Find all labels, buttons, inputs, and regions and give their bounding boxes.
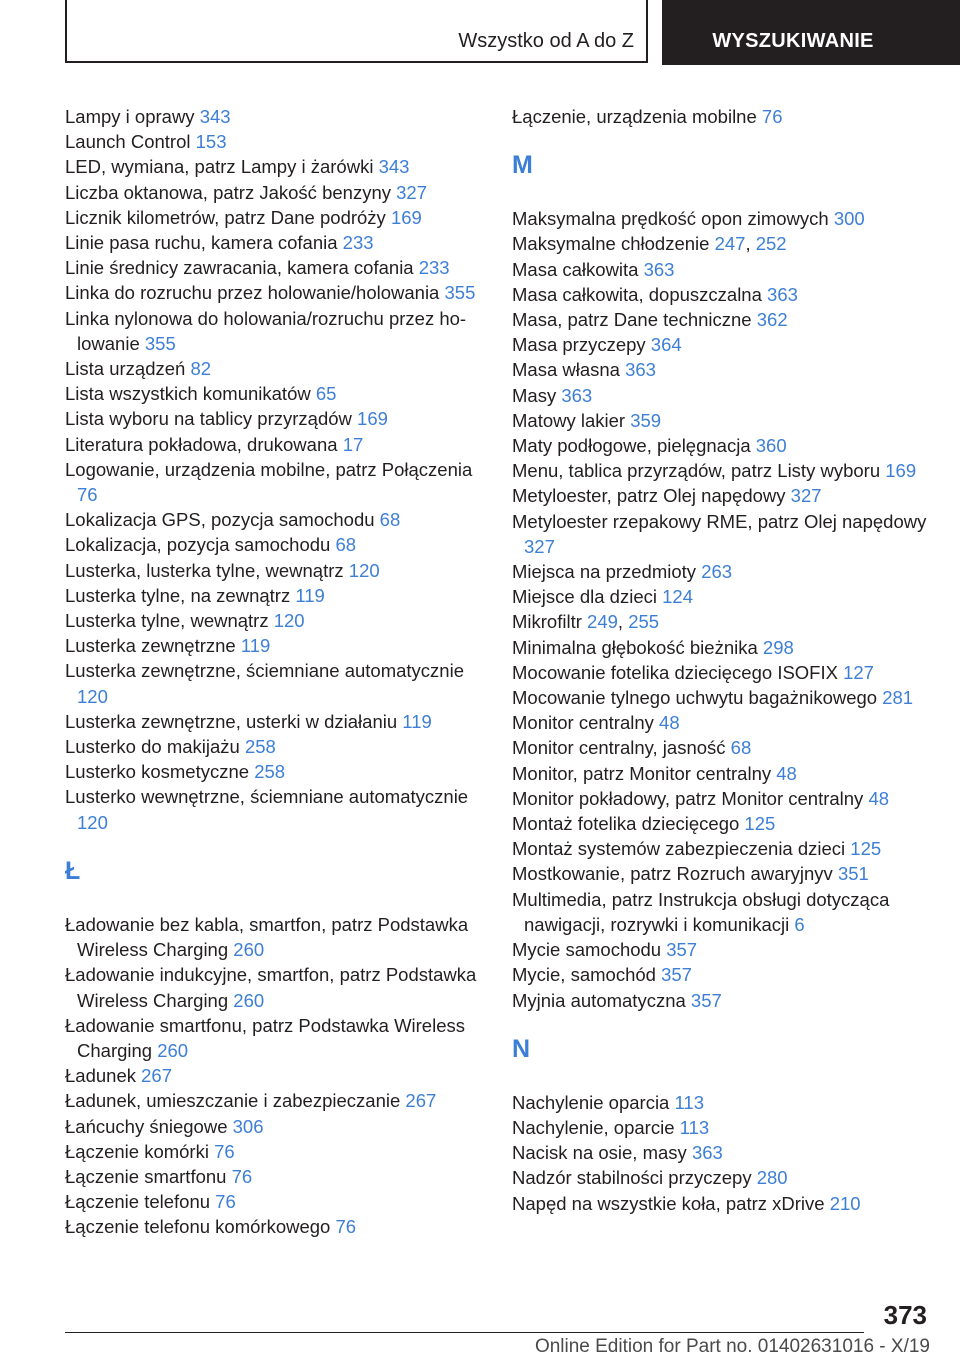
index-entry-text: Lokalizacja GPS, pozycja samochodu [65,509,375,531]
index-entry-text: Monitor centralny, jasność [512,737,726,759]
index-entry [65,432,485,457]
index-entry: Maksymalne chłodzenie 247, 252 [512,233,787,255]
search-tab[interactable] [662,0,960,65]
page-link[interactable]: 260 [157,1039,189,1061]
index-entry [65,406,485,431]
page-link[interactable]: 252 [755,233,787,255]
index-entry [65,608,485,633]
index-entry-text: Łączenie smartfonu [65,1165,227,1187]
index-entry-text: Lista wyboru na tablicy przyrządów [65,408,352,430]
page-link[interactable]: 68 [730,737,752,759]
page-link[interactable]: 76 [215,1191,236,1213]
page-link[interactable]: 124 [662,586,693,608]
index-entry-text: Łańcuchy śniegowe [65,1115,228,1137]
page-link[interactable]: 169 [357,408,388,430]
index-entry-text: Ładowanie indukcyjne, smartfon, patrz Podstawka Wireless Charging [65,964,477,1011]
index-entry [512,937,932,962]
index-entry [65,129,485,154]
page-link[interactable]: 306 [232,1115,264,1137]
page-link[interactable]: 125 [850,838,882,860]
page-link[interactable]: 82 [190,358,212,380]
page-link[interactable]: 48 [776,762,797,784]
page-link[interactable]: 357 [690,989,722,1011]
index-entry-text: Mycie, samochód [512,964,656,986]
index-entry-text: Lusterka tylne, wewnątrz [65,610,269,632]
index-entry-text: Logowanie, urządzenia mobilne, patrz Połączenia [65,458,473,480]
index-entry-text: Łączenie telefonu komórkowego [65,1216,331,1238]
index-entry [512,307,932,332]
page-link[interactable]: 113 [674,1091,704,1113]
index-entry-text: Masa przyczepy [512,334,646,356]
index-entry-text: Nadzór stabilności przyczepy [512,1167,752,1189]
page-link[interactable]: 357 [661,964,692,986]
index-entry [512,1090,932,1115]
index-entry [512,282,932,307]
page-link[interactable]: 363 [767,283,798,305]
page-link[interactable]: 363 [691,1142,723,1164]
index-entry-text: Multimedia, patrz Instrukcja obsługi dotycząca nawigacji, rozrywki i komunikacji [512,888,890,935]
page-link[interactable]: 327 [524,535,555,557]
index-entry-text: Mocowanie fotelika dziecięcego ISOFIX [512,661,838,683]
index-entry [65,154,485,179]
index-entry-text: Montaż systemów zabezpieczenia dzieci [512,838,846,860]
page-link[interactable]: 48 [659,712,680,734]
index-entry [512,685,932,710]
index-entry [512,357,932,382]
index-entry [512,660,932,685]
page-link[interactable]: 65 [315,383,337,405]
page-link[interactable]: 363 [625,359,656,381]
index-entry-text: Maty podłogowe, pielęgnacja [512,435,751,457]
index-entry [65,1139,485,1164]
page-link[interactable]: 153 [195,131,227,153]
index-entry [65,280,485,305]
index-entry [512,433,932,458]
footer-edition-text: Online Edition for Part no. 01402631016 - X/19 [534,1336,930,1357]
page-link[interactable]: 357 [666,939,698,961]
page-link[interactable]: 363 [643,258,675,280]
index-entry [65,962,485,1012]
index-entry [65,734,485,759]
index-entry [65,104,485,129]
page-link[interactable]: 233 [342,232,374,254]
page-link[interactable]: 169 [885,460,917,482]
index-entry-text: Mostkowanie, patrz Rozruch awaryjnyv [512,863,833,885]
index-entry-text: Lokalizacja, pozycja samochodu [65,534,331,556]
index-entry-text: Metyloester rzepakowy RME, patrz Olej napędowy [512,510,927,532]
index-entry-text: Nachylenie oparcia [512,1091,670,1113]
index-entry-text: Maksymalne chłodzenie [512,233,710,255]
index-entry-text: Linie średnicy zawracania, kamera cofania [65,257,414,279]
index-entry [65,759,485,784]
page-number: 373 [883,1300,927,1330]
index-entry [65,1114,485,1139]
index-entry [65,457,485,507]
index-column-left [65,104,485,1240]
index-entry [512,635,932,660]
index-entry [512,559,932,584]
search-tab-label: WYSZUKIWANIE [712,30,874,52]
index-entry [65,784,485,834]
index-entry [65,356,485,381]
index-entry [65,1088,485,1113]
index-entry-text: Lusterko kosmetyczne [65,761,250,783]
index-entry-text: Lusterka zewnętrzne, usterki w działaniu [65,710,398,732]
page-link[interactable]: 76 [335,1216,357,1238]
index-entry-text: Ładowanie bez kabla, smartfon, patrz Podstawka Wireless Charging [65,913,469,961]
index-entry: Mikrofiltr 249, 255 [512,611,660,633]
page-link[interactable]: 76 [761,106,783,127]
page-link[interactable]: 120 [273,610,305,632]
index-letter-heading: M [512,151,533,180]
index-entry-text: Nachylenie, oparcie [512,1116,675,1138]
tab-a-to-z[interactable]: Wszystko od A do Z [458,30,634,52]
index-entry [512,104,932,129]
page-link[interactable]: 125 [744,813,776,835]
page-link[interactable]: 359 [630,409,662,431]
index-entry-text: Lusterko wewnętrzne, ściemniane automatycznie [65,786,469,808]
index-entry-text: Monitor pokładowy, patrz Monitor centralny [512,787,864,809]
page-link[interactable]: 263 [701,561,733,583]
index-entry [512,735,932,760]
index-entry [512,584,932,609]
index-entry [512,887,932,937]
index-entry [512,861,932,886]
index-entry [512,836,932,861]
page-link[interactable]: 249 [587,611,618,633]
page-link[interactable]: 281 [882,687,914,709]
footer-divider [65,1332,864,1333]
index-entry [512,1115,932,1140]
index-entry [65,1164,485,1189]
index-entry-text: Masa całkowita, dopuszczalna [512,283,762,305]
index-entry-text: Lusterka zewnętrzne [65,635,236,657]
page-link[interactable]: 68 [379,509,401,531]
index-entry [65,912,485,962]
index-entry [65,1214,485,1239]
index-entry-text: Liczba oktanowa, patrz Jakość benzyny [65,181,391,203]
index-entry [512,483,932,508]
page-link[interactable]: 362 [756,309,788,331]
page-link[interactable]: 120 [348,559,380,581]
index-entry-text: Mocowanie tylnego uchwytu bagażnikowego [512,687,878,709]
index-entry-text: Łączenie, urządzenia mobilne [512,106,757,127]
index-entry-text: Lista wszystkich komunikatów [65,383,311,405]
index-entry [65,633,485,658]
index-entry [512,761,932,786]
page-link[interactable]: 210 [829,1192,861,1214]
index-letter-heading: Ł [65,856,81,885]
page-link[interactable]: 327 [396,181,427,203]
index-entry [512,383,932,408]
page-link[interactable]: 255 [628,611,660,633]
page-link[interactable]: 280 [756,1167,788,1189]
index-entry-text: Lampy i oprawy [65,106,195,127]
index-entry-text: Masa własna [512,359,620,381]
index-entry-text: Lusterko do makijażu [65,736,240,758]
page-link[interactable]: 247 [714,233,746,255]
page-link[interactable]: 76 [231,1165,253,1187]
index-entry [512,509,932,559]
page-link[interactable]: 119 [295,584,325,606]
index-entry [512,458,932,483]
index-letter-heading: N [512,1034,531,1063]
index-entry [512,988,932,1013]
page-link[interactable]: 260 [233,989,265,1011]
index-entry-text: Launch Control [65,131,191,153]
index-entry-text: Masa, patrz Dane techniczne [512,309,752,331]
page-link[interactable]: 364 [650,334,682,356]
index-entry-text: Monitor centralny [512,712,654,734]
index-entry [512,1140,932,1165]
index-entry [65,658,485,708]
index-entry [65,709,485,734]
page-link[interactable]: 68 [335,534,357,556]
page-link[interactable]: 343 [378,156,410,178]
index-entry [65,205,485,230]
index-entry-text: Myjnia automatyczna [512,989,686,1011]
page-link[interactable]: 363 [561,384,593,406]
page-link[interactable]: 360 [755,435,787,457]
index-entry-text: Ładunek [65,1065,136,1087]
index-entry [512,257,932,282]
page-link[interactable]: 355 [444,282,476,304]
index-entry [512,786,932,811]
page-link[interactable]: 355 [144,332,176,354]
index-entry-text: Masy [512,384,557,406]
page-link[interactable]: 258 [254,761,286,783]
page-link[interactable]: 260 [233,939,265,961]
index-entry-text: Masa całkowita [512,258,639,280]
index-entry-text: Miejsce dla dzieci [512,586,657,608]
page-link[interactable]: 119 [402,710,432,732]
index-entry-text: Linka nylonowa do holowania/rozruchu przez holowanie [65,307,467,354]
index-entry-text: Linka do rozruchu przez holowanie/holowania [65,282,440,304]
index-entry [512,408,932,433]
index-entry-text: Lista urządzeń [65,358,186,380]
index-entry-text: Matowy lakier [512,409,626,431]
index-entry [65,507,485,532]
page-link[interactable]: 127 [843,661,874,683]
index-entry-text: Napęd na wszystkie koła, patrz xDrive [512,1192,825,1214]
index-entry-text: Nacisk na osie, masy [512,1142,687,1164]
page-link[interactable]: 120 [77,811,108,833]
index-entry-text: Lusterka tylne, na zewnątrz [65,584,291,606]
index-entry [512,332,932,357]
index-entry [65,255,485,280]
page-link[interactable]: 300 [833,208,865,230]
page-link[interactable]: 48 [868,787,890,809]
index-entry [512,1191,932,1216]
index-entry [65,1189,485,1214]
index-entry-text: Lusterka zewnętrzne, ściemniane automatycznie [65,660,464,682]
page-link[interactable]: 351 [837,863,869,885]
page-link[interactable]: 267 [405,1090,437,1112]
index-entry-text: Mikrofiltr [512,611,582,633]
page-link[interactable]: 298 [762,636,794,658]
index-entry-text: Monitor, patrz Monitor centralny [512,762,772,784]
index-entry-text: Menu, tablica przyrządów, patrz Listy wyboru [512,460,881,482]
page-link[interactable]: 169 [390,206,422,228]
index-entry-text: Maksymalna prędkość opon zimowych [512,208,829,230]
header-tab-frame [65,0,648,63]
index-entry [65,230,485,255]
index-entry [65,1063,485,1088]
index-entry-text: Ładowanie smartfonu, patrz Podstawka Wireless Charging [65,1014,465,1061]
index-entry-text: Literatura pokładowa, drukowana [65,433,338,455]
index-entry-text: Montaż fotelika dziecięcego [512,813,740,835]
page-link[interactable]: 76 [77,484,98,506]
page-link[interactable]: 6 [794,913,805,935]
index-entry [65,1013,485,1063]
page-link[interactable]: 327 [790,485,822,507]
index-entry [512,710,932,735]
index-entry [512,962,932,987]
page-link[interactable]: 120 [77,685,108,707]
index-entry-text: Łączenie komórki [65,1140,209,1162]
page-link[interactable]: 267 [141,1065,172,1087]
index-entry [65,532,485,557]
page-link[interactable]: 258 [244,736,276,758]
index-entry [65,381,485,406]
index-entry-text: LED, wymiana, patrz Lampy i żarówki [65,156,374,178]
index-entry-text: Metyloester, patrz Olej napędowy [512,485,786,507]
index-entry [512,811,932,836]
index-entry-text: Ładunek, umieszczanie i zabezpieczanie [65,1090,401,1112]
index-entry-text: Lusterka, lusterka tylne, wewnątrz [65,559,344,581]
index-entry-text: Minimalna głębokość bieżnika [512,636,758,658]
page-link[interactable]: 343 [199,106,231,127]
index-entry-text: Linie pasa ruchu, kamera cofania [65,232,338,254]
index-entry [65,306,485,356]
index-entry [512,1165,932,1190]
index-entry-text: Miejsca na przedmioty [512,561,697,583]
page-link[interactable]: 17 [342,433,364,455]
index-entry-text: Mycie samochodu [512,939,662,961]
index-entry [512,206,932,231]
page-link[interactable]: 76 [214,1140,235,1162]
index-entry [65,180,485,205]
index-entry-text: Łączenie telefonu [65,1191,211,1213]
page-link[interactable]: 119 [240,635,271,657]
page-link[interactable]: 113 [679,1116,710,1138]
index-entry [65,583,485,608]
index-entry-text: Licznik kilometrów, patrz Dane podróży [65,206,386,228]
index-entry [65,558,485,583]
index-column-right [512,104,932,1216]
page-link[interactable]: 233 [418,257,450,279]
